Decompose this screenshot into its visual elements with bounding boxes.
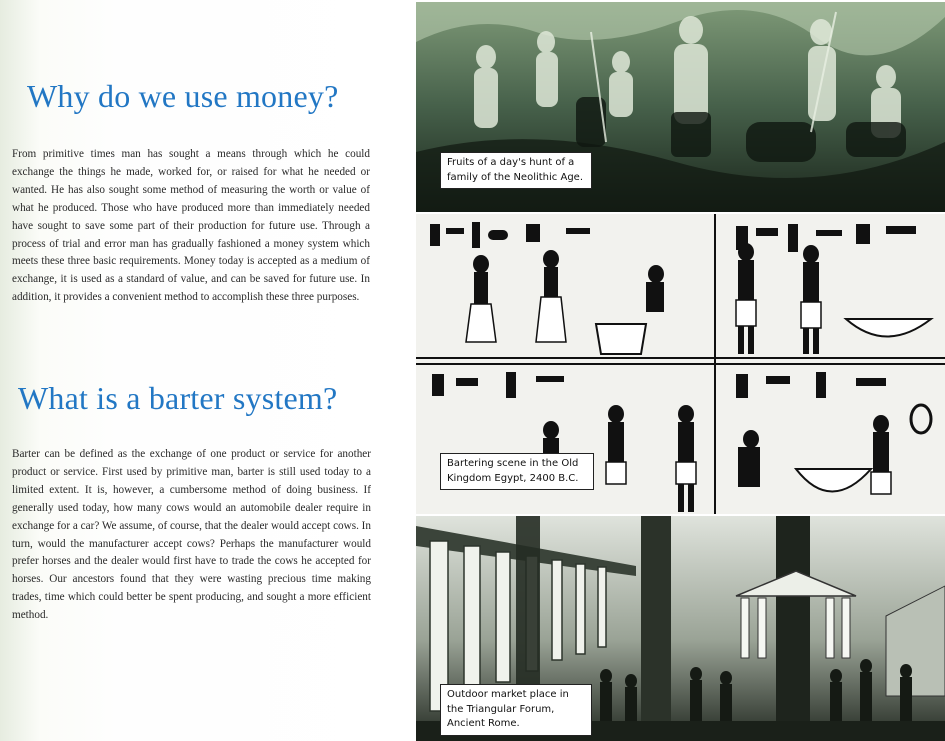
caption-neolithic: Fruits of a day's hunt of a family of the Neolithic Age. [440,152,592,189]
right-page [410,0,945,741]
caption-roman-forum: Outdoor market place in the Triangular Forum, Ancient Rome. [440,684,592,736]
heading-barter-system: What is a barter system? [18,380,338,416]
left-page [0,0,410,741]
neolithic-hunt-illustration [416,2,945,212]
egypt-bartering-illustration [416,214,945,514]
roman-forum-illustration [416,516,945,741]
paragraph-barter-system: Barter can be defined as the exchange of one product or service for another product or service. First used by primitive man, barter is still used today to a limited extent. It is, however, a cumbersome method of doing business. If generally used today, how many cows would an automobile dealer require in exchange for a car? We assume, of course, that the dealer would accept cows. In turn, would the manufacturer accept cows? Perhaps the manufacturer would prefer horses and the dealer would first have to trade the cows he accepted for horses. Our ancestors found that they were wasting precious time making trades, time which could better be spent producing, and sought a more efficient method. [12,448,371,622]
caption-egypt: Bartering scene in the Old Kingdom Egypt, 2400 B.C. [440,453,594,490]
heading-why-money: Why do we use money? [27,78,339,114]
paragraph-why-money: From primitive times man has sought a means through which he could exchange the things he made, worked for, or raised for what he needed or wanted. He has also sought some method of measuring the worth or value of what he produced. Those who have produced more than immediately needed have sought to save some part of their production for future use. Through a process of trial and error man has gradually fashioned a money system which meets these three basic requirements. Money today is accepted as a medium of exchange, it is used as a standard of value, and can be saved for future use. In addition, it provides a convenient method to accomplish these three purposes. [12,148,370,304]
